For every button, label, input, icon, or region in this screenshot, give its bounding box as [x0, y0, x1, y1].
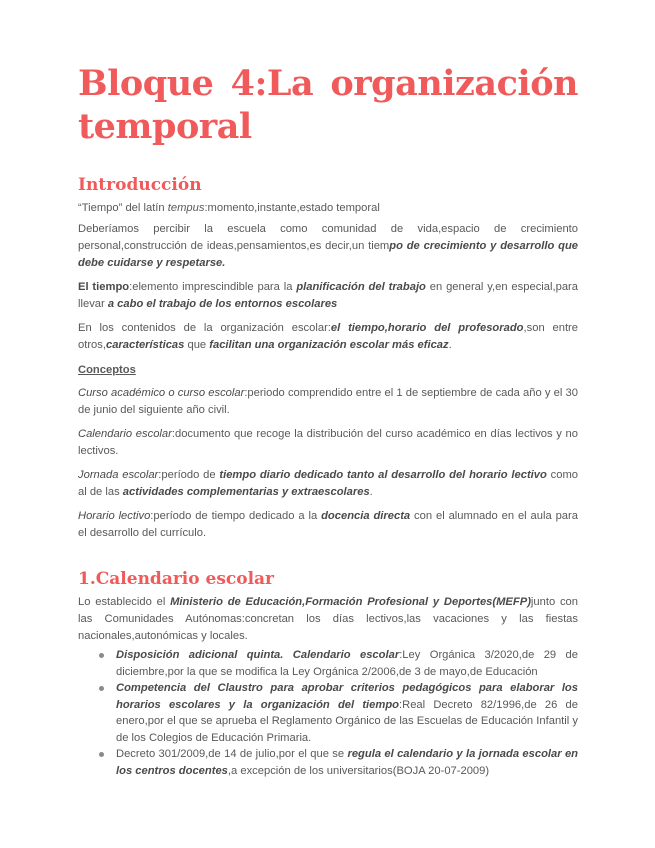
- concept-term: Jornada escolar: [78, 469, 159, 481]
- intro-p2-emphasis-2: a cabo el trabajo de los entornos escolares: [107, 298, 338, 310]
- intro-p3-text-4: .: [448, 339, 452, 351]
- legislation-text-1: Decreto 301/2009,de 14 de julio,por el que se: [116, 748, 348, 760]
- legislation-text-2: ,a excepción de los universitarios(BOJA 20-07-2009): [227, 764, 490, 777]
- concept-item-horario: [78, 508, 578, 542]
- intro-p1-text: Deberíamos percibir la escuela como comunidad de vida,espacio de crecimiento personal,construcción de ideas,pensamientos,es decir,un tiem: [78, 223, 578, 252]
- etymology-meaning: :momento,instante,estado temporal: [204, 202, 380, 214]
- concept-definition: :periodo comprendido entre el 1 de septiembre de cada año y el 30 de junio del siguiente año civil.: [78, 387, 578, 416]
- concept-definition: :documento que recoge la distribución del curso académico en días lectivos y no lectivos.: [78, 428, 579, 457]
- concept-definition-2: con el alumnado en el aula para el desarrollo del currículo.: [78, 510, 578, 539]
- intro-p3-emphasis-2: características: [105, 339, 185, 351]
- intro-p3-emphasis-1: el tiempo,horario del profesorado: [330, 322, 524, 334]
- intro-p2-text-2: en general y,en especial,para llevar: [78, 281, 578, 310]
- intro-p3-emphasis-3: facilitan una organización escolar más eficaz: [209, 339, 449, 351]
- calendar-intro-emphasis: Ministerio de Educación,Formación Profesional y Deportes(MEFP): [170, 596, 531, 608]
- concept-item: [78, 385, 578, 419]
- etymology-line: [78, 200, 578, 217]
- intro-p2-emphasis-1: planificación del trabajo: [296, 281, 426, 293]
- concept-term: Curso académico o curso escolar: [78, 387, 245, 399]
- section-heading-introduction: Introducción: [78, 175, 202, 195]
- intro-p2-term: El tiempo: [78, 281, 130, 293]
- intro-p1-emphasis: po de crecimiento y desarrollo que debe cuidarse y respetarse.: [78, 240, 578, 269]
- calendar-intro-text-2: junto con las Comunidades Autónomas:concretan los días lectivos,las vacaciones y las fiestas nacionales,autonómicas y locales.: [78, 596, 578, 642]
- section-heading-calendar: 1.Calendario escolar: [78, 569, 275, 589]
- page-title: Bloque 4:La organización temporal: [78, 63, 578, 147]
- concept-item: [78, 426, 578, 460]
- legislation-item: [116, 647, 578, 680]
- concept-definition-1: :período de: [158, 469, 220, 481]
- concept-definition-3: .: [369, 486, 373, 498]
- intro-paragraph-3: [78, 320, 578, 354]
- intro-p2-text-1: :elemento imprescindible para la: [129, 281, 297, 293]
- document-content: [78, 62, 578, 779]
- concept-term: Horario lectivo: [78, 510, 151, 522]
- concept-emphasis-2: actividades complementarias y extraescolares: [122, 486, 370, 498]
- legislation-list: [78, 647, 578, 779]
- legislation-title: Competencia del Claustro para aprobar criterios pedagógicos para elaborar los horarios escolares y la organización del tiempo: [116, 682, 578, 711]
- concept-definition-1: :período de tiempo dedicado a la: [150, 510, 322, 522]
- concept-emphasis: docencia directa: [321, 510, 411, 522]
- intro-p3-text-2: ,son entre otros,: [78, 322, 579, 351]
- legislation-item: [116, 746, 578, 779]
- intro-p3-text-1: En los contenidos de la organización escolar:: [78, 322, 331, 334]
- concept-item-jornada: [78, 467, 578, 501]
- etymology-text: “Tiempo” del latín: [78, 202, 168, 214]
- legislation-text: :Ley Orgánica 3/2020,de 29 de diciembre,por la que se modifica la Ley Orgánica 2/2006,de 3 de mayo,de Educación: [116, 649, 578, 678]
- legislation-title: Disposición adicional quinta. Calendario escolar: [116, 649, 400, 661]
- legislation-item: [116, 680, 578, 746]
- calendar-intro-paragraph: [78, 594, 578, 645]
- etymology-latin-word: tempus: [167, 202, 205, 214]
- calendar-intro-text-1: Lo establecido el: [78, 596, 171, 608]
- intro-paragraph-1: [78, 221, 578, 272]
- concept-definition-2: como al de las: [78, 469, 579, 498]
- concepts-heading: Conceptos: [78, 364, 136, 376]
- intro-paragraph-2: [78, 279, 578, 313]
- legislation-emphasis: regula el calendario y la jornada escolar en los centros docentes: [116, 748, 578, 777]
- legislation-text: :Real Decreto 82/1996,de 26 de enero,por el que se aprueba el Reglamento Orgánico de las Escuelas de Educación Infantil y de los Colegios de Educación Primaria.: [116, 698, 578, 744]
- intro-p3-text-3: que: [184, 339, 210, 351]
- concept-emphasis-1: tiempo diario dedicado tanto al desarrollo del horario lectivo: [219, 469, 547, 481]
- concept-term: Calendario escolar: [78, 428, 172, 440]
